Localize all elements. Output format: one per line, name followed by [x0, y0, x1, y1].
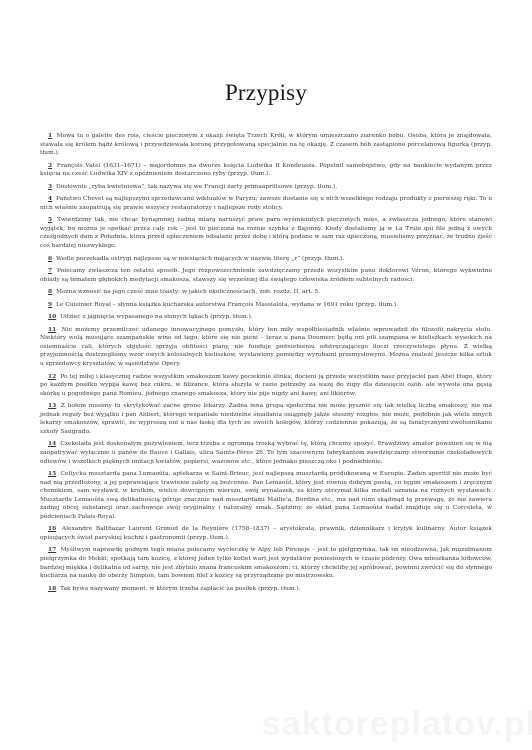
- footnote-text: Polecamy zwłaszcza ten ostatni sposób. Jego rozpowszechnienie zawdzięczamy przede wszystkim panu doktorowi Véron, którego wykwintne obiady są tematem głębokich medytacji smakosza, stawszy się wcześniej dla świątego człowieka źródłem subtelnych radości.: [40, 268, 492, 283]
- footnote-text: Wedle porzekadła ostrygi najlepsze są w miesiącach mających w nazwie literę „r” (przyp. tłum.).: [55, 255, 345, 262]
- footnote: [40, 402, 492, 436]
- footnote-number: 7: [48, 267, 53, 275]
- footnote-number: 4: [48, 195, 53, 203]
- footnote-text: François Vatel (1631–1671) – majordomus na dworze księcia Ludwika II Kondeusza. Popełnił samobójstwo, gdy na bankiecie wydanym przez księcia na cześć Ludwika XIV z opóźnieniem dostarczono ryby (przyp. tłum.).: [40, 162, 493, 178]
- footnote-number: 9: [48, 300, 53, 308]
- footnote-text: Można wznosić na jego cześć inne toasty: w jakich okolicznościach, zob. rozdz. II, art. 5.: [55, 289, 321, 296]
- footnote-text: Po tej miłej i klasycznej radzie wszystkim smakoszom kawy pociekinie ślinka; docieni ją przede wszystkim nasz przyjaciel pan Abel Hugo, który po każdym posiłku wypija kawę bez cukru, w filiżance, która służyła w razie potrzeby za wazę do zupy dla dziesięciu osób, ale wywoła ona gęsią skórkę u pogodnego pana Romieu, jednego znanego smakosza, który nie pije nigdy ani kawy, ani likierów.: [40, 373, 492, 397]
- footnotes-list: [40, 132, 492, 597]
- footnote-number: 12: [48, 372, 57, 380]
- footnote: [40, 373, 492, 399]
- footnote-number: 6: [48, 254, 53, 262]
- footnote-number: 3: [48, 182, 53, 190]
- footnote: [40, 470, 492, 521]
- footnote-text: Le Cuisinier Royal – słynna książka kucharska autorstwa François Massialota, wydana w 1691 roku (przyp. tłum.).: [55, 301, 399, 308]
- footnote-number: 8: [48, 288, 53, 296]
- footnote-number: 15: [48, 470, 57, 478]
- footnote: [40, 195, 492, 212]
- footnote-text: Alexandre Balthazar Laurent Grimod de la Reynière (1758–1837) – arystokrata, prawnik, dziennikarz i krytyk kulinarny. Autor książek opisujących świat paryskiej kuchni i gastronomii (przyp. tłum.).: [40, 526, 492, 541]
- footnote-number: 5: [48, 216, 53, 224]
- footnote: [40, 585, 492, 594]
- footnote: [40, 313, 492, 322]
- page-title: Przypisy: [224, 80, 308, 105]
- footnote-number: 13: [48, 402, 57, 410]
- footnote: [40, 326, 492, 369]
- footnote: [40, 288, 492, 297]
- footnote: [40, 132, 492, 158]
- footnote-text: Z hołem musimy tu skrytykować zacne grono lekarzy. Żadna inna grupa społeczna nie może pysznić się tak wielką liczbą smakoszy, nie ma jednak reguły bez wyjątku i pan Alibert, którego wspaniałe niedzielne śniadania osiągnęły jakże słuszny rozgłos, nie może, podobnie jak wielu innych lekarzy smakoszów, sprawić, że wyproszą oni u nas łaskę dla tych ze swoich kolegów, którzy codziennie pokazują, że są fanatycznymi zwolennikami szkoły Sangrado.: [40, 403, 493, 435]
- footnote-text: Dosłownie „ryba kwietniowa”, tak nazywa się we Francji żarty primaaprilisowe (przyp. tłum.).: [55, 183, 338, 190]
- footnote: [40, 546, 492, 580]
- footnote-text: Czekolada jest doskonałym pożywieniem, lecz trzeba z ogromną troską wybrać tę, którą chcemy spożyć. Prawdziwy amator powinien się w nią zaopatrywać wyłącznie u panów de Bauve i Gallais, ulica Saints-Pères 26. To tym szacownym fabrykantom zawdzięczamy stworzenie czekoladowych odlewów i wszelkich pięknych imitacji kwiatów, popiersi, wazonów etc., które jednako pieszczą oko i podniebienie.: [40, 441, 493, 465]
- footnote-text: Myśliwym naprawdę godnym tego miana polecamy wycieczkę w Alpy lub Pireneje – jest to pielgrzymka, tak im nieodzowna, jak muzułmanom pielgrzymka do Mekki; spotkają tam kozicę, z której jeden tylko kotlet wart jest wydatków poniesionych w czasie podróży. Owa mieszkanka lodowców, bardziej miękka i delikatna od sarny, nie jest zbytnio znana francuskim smakoszom; ci, którzy chcieliby jej spróbować, powinni zwrócić się do słynnego kucharza na naukę do oberży Simpion, tam bowiem filet z kozicy są przyrządzane po mistrzowsku.: [40, 547, 492, 580]
- footnote-text: Mowa tu o galette des rois, cieście pieczonym z okazji święta Trzech Króli, w którym umieszczano ziarenko bobu. Osoba, która je znajdowała, stawała się królem bądź królową i przywdziewała koronę przygotowaną specjalnie na tę okazję. Z czasem bób zastąpiono porcelanową figurką (przyp. tłum.).: [40, 133, 492, 157]
- footnote: [40, 525, 492, 542]
- footnote-text: Twierdzimy tak, nie chcąc bynajmniej żadną miarą naruszyć praw paru wyśmienitych pieczonych mięs, a zwłaszcza jednego, które stanowi wyjątek, bo można je spotkać przez cały rok – jest to pieczona na rożnie szynka z Bajonny. Kiedy dostaliśmy ją w La Truie qui file jedną z owych cześgodnych dam z Południa, która przed upieczeniem odsalano przez dobę i którą podano w sam raz upieczoną, musieliśmy przyznać, że trudno zjeść coś bardziej niezwykłego.: [40, 217, 492, 250]
- footnote-text: Celtycka musztarda pana Lemaoûta, aptekarza w Saint-Brieuc, jest najlepszą musztardą produkowaną w Europie. Żaden aperitif nie może być nad nią przedłożony, a jej poprawiające trawienie zalety są bezcenne. Pan Lemaoût, który jest równie dobrym poetą, co tęgim smakoszem i zręcznym chemikiem, sam wysławił, w krótkim, wielce dowcipnym wierszu, swój wynalazek, za który otrzymał kilka medali uznania na różnych wystawach. Musztarda Lemaoûta swą delikatnością góruje znacznie nad musztardami Maille’a, Bordina etc., ma nad nimi skądinąd tę przewagę, że nie zawiera żadnej obcej substancji oraz zachowuje swój oryginalny i naturalny smak. Sądzimy, że skład pana Lemaoûta nadal znajduje się u Corceleta, w podcieniach Palais-Royal.: [40, 471, 492, 520]
- footnote: [40, 301, 492, 310]
- footnote-text: Państwo Chevet są najlepszymi sprzedawcami wiktuałów w Paryżu; zawsze dostanie się u nich wszelkiego rodzaju produkty z pierwszej ręki. To u nich właśnie zaopatrują się prawie wszyscy restauratorzy i najlepsze rody stolicy.: [40, 196, 493, 211]
- footnote-number: 16: [48, 525, 57, 533]
- footnote-number: 11: [48, 325, 57, 333]
- footnote: [40, 216, 492, 250]
- footnote-number: 10: [48, 313, 57, 321]
- footnote-text: Tak bywa nazywany moment, w którym trzeba zapłacić za posiłek (przyp. tłum.).: [60, 585, 301, 592]
- footnote-number: 14: [48, 440, 57, 448]
- footnote-number: 2: [48, 161, 53, 169]
- footnote-number: 17: [48, 546, 57, 554]
- footnote: [40, 255, 492, 264]
- footnote-number: 18: [48, 584, 57, 592]
- footnote: [40, 162, 492, 179]
- footnote: [40, 440, 492, 466]
- watermark: [262, 705, 532, 744]
- footnote-number: 1: [48, 132, 53, 139]
- footnote-text: Udziec z jagnięcia wypasanego na słonych łąkach (przyp. tłum.).: [60, 314, 253, 321]
- footnote: [40, 183, 492, 192]
- footnote-text: Nie możemy przemilczeć udanego innowacyjnego pomysłu, który ten miły współbiesiadnik właśnie wprowadził do filozofii nakrycia stołu. Niektóry wolą musujące szampańskie wino od tego, które się nie pieni – teraz u pana Doumerc będą oni pili szampana w kieliszkach wysokich na osiemnaście cali, których objętość sprzyja obfitości piany, nie funduje podniebieniu odstręczającego iloczi rzeczywistego płynu. Z wielką przyjemnością dostrzegliśmy wzór owych kolosalnych kieliszków, wystawiony pomiędzy wyrobami przemysłowymi. Można znaleźć jeszcze kilka sztuk u sprzedawcy kryształów, w sąsiedztwie Opery.: [40, 326, 493, 368]
- footnote: [40, 267, 492, 284]
